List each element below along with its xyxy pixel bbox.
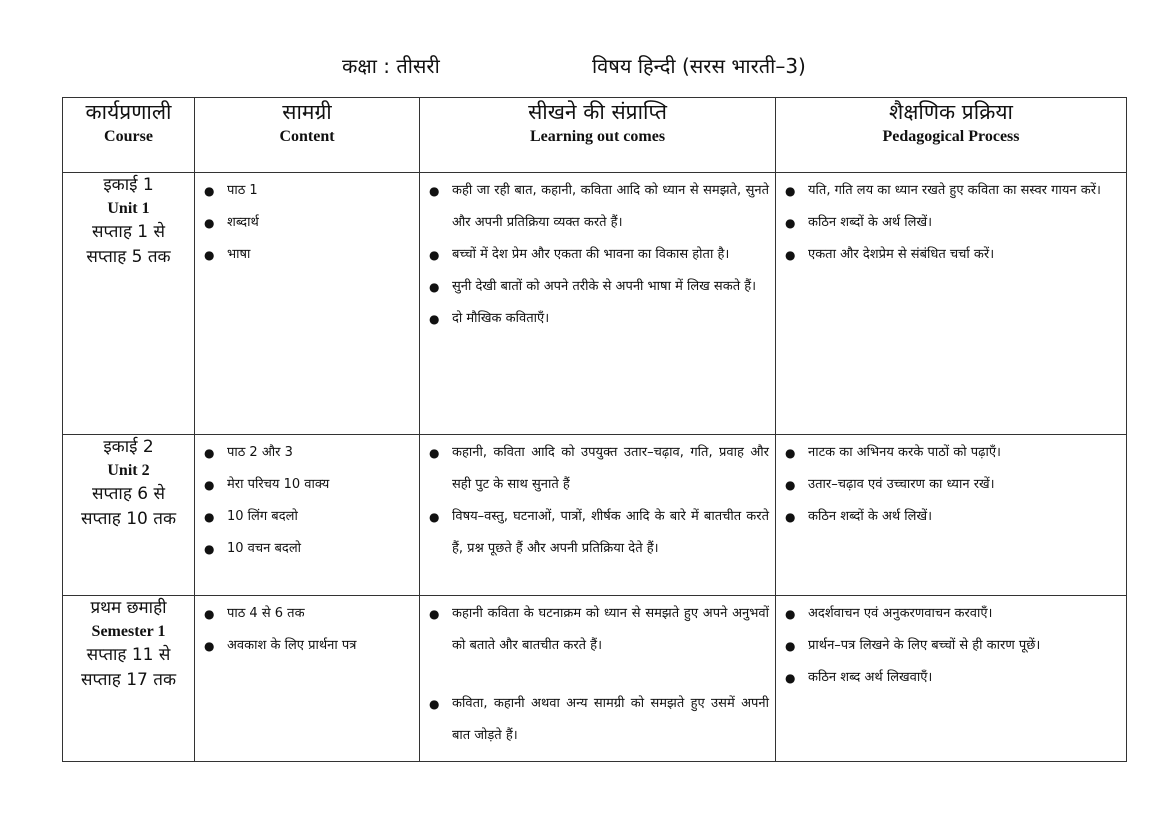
semester-label-en: Semester 1 <box>91 623 166 640</box>
syllabus-table <box>62 97 1127 762</box>
list-item: ● यति, गति लय का ध्यान रखते हुए कविता का सस्वर गायन करें। <box>776 175 1120 207</box>
bullet-icon: ● <box>429 446 440 460</box>
table-row <box>63 435 1127 596</box>
bullet-icon: ● <box>204 542 215 556</box>
header-course <box>63 98 195 173</box>
bullet-icon: ● <box>204 639 215 653</box>
header-content-hi: सामग्री <box>282 100 332 124</box>
list-item: ● पाठ 2 और 3 <box>195 437 413 469</box>
bullet-icon: ● <box>204 446 215 460</box>
list-item: ● कविता, कहानी अथवा अन्य सामग्री को समझते हुए उसमें अपनी बात जोड़ते हैं। <box>420 688 769 752</box>
list-item: ● नाटक का अभिनय करके पाठों को पढ़ाएँ। <box>776 437 1120 469</box>
outcomes-cell <box>420 596 776 762</box>
process-cell <box>776 173 1127 435</box>
semester-label: प्रथम छमाही <box>90 598 167 618</box>
bullet-icon: ● <box>204 248 215 262</box>
list-item: ● कठिन शब्द अर्थ लिखवाएँ। <box>776 662 1120 694</box>
bullet-icon: ● <box>429 510 440 524</box>
bullet-icon: ● <box>204 510 215 524</box>
header-course-en: Course <box>104 128 153 145</box>
week-range-start: सप्ताह 6 से <box>92 484 165 504</box>
list-item: ● कहानी, कविता आदि को उपयुक्त उतार–चढ़ाव, गति, प्रवाह और सही पुट के साथ सुनाते हैं <box>420 437 769 501</box>
week-range-start: सप्ताह 11 से <box>86 645 171 665</box>
list-item: ● कठिन शब्दों के अर्थ लिखें। <box>776 501 1120 533</box>
list-item: ● भाषा <box>195 239 413 271</box>
unit-label-en: Unit 1 <box>107 200 150 217</box>
bullet-icon: ● <box>204 607 215 621</box>
list-item: ● सुनी देखी बातों को अपने तरीके से अपनी भाषा में लिख सकते हैं। <box>420 271 769 303</box>
list-item: ● पाठ 4 से 6 तक <box>195 598 413 630</box>
list-item: ● कहानी कविता के घटनाक्रम को ध्यान से समझते हुए अपने अनुभवों को बताते और बातचीत करते हैं। <box>420 598 769 662</box>
list-item: ● बच्चों में देश प्रेम और एकता की भावना का विकास होता है। <box>420 239 769 271</box>
bullet-icon: ● <box>785 478 796 492</box>
bullet-icon: ● <box>429 184 440 198</box>
header-outcomes-hi: सीखने की संप्राप्ति <box>528 100 667 124</box>
page-title <box>0 50 1169 82</box>
bullet-icon: ● <box>785 607 796 621</box>
list-item: ● अदर्शवाचन एवं अनुकरणवाचन करवाएँ। <box>776 598 1120 630</box>
week-range-end: सप्ताह 10 तक <box>80 509 177 529</box>
bullet-icon: ● <box>204 184 215 198</box>
bullet-icon: ● <box>429 607 440 621</box>
list-item: ● पाठ 1 <box>195 175 413 207</box>
bullet-icon: ● <box>429 248 440 262</box>
bullet-icon: ● <box>429 280 440 294</box>
header-process-hi: शैक्षणिक प्रक्रिया <box>889 100 1013 124</box>
bullet-icon: ● <box>429 312 440 326</box>
list-item: ● कही जा रही बात, कहानी, कविता आदि को ध्यान से समझते, सुनते और अपनी प्रतिक्रिया व्यक्त करते हैं। <box>420 175 769 239</box>
table-row <box>63 173 1127 435</box>
process-cell <box>776 435 1127 596</box>
bullet-icon: ● <box>785 216 796 230</box>
week-range-start: सप्ताह 1 से <box>92 222 165 242</box>
bullet-icon: ● <box>785 639 796 653</box>
course-cell <box>63 173 195 435</box>
content-cell <box>195 173 420 435</box>
bullet-icon: ● <box>785 510 796 524</box>
list-item: ● मेरा परिचय 10 वाक्य <box>195 469 413 501</box>
list-item: ● शब्दार्थ <box>195 207 413 239</box>
header-process-en: Pedagogical Process <box>882 128 1020 145</box>
header-content <box>195 98 420 173</box>
list-item: ● एकता और देशप्रेम से संबंधित चर्चा करें। <box>776 239 1120 271</box>
week-range-end: सप्ताह 17 तक <box>80 670 177 690</box>
list-item: ● 10 लिंग बदलो <box>195 501 413 533</box>
list-item: ● अवकाश के लिए प्रार्थना पत्र <box>195 630 413 662</box>
process-cell <box>776 596 1127 762</box>
header-outcomes-en: Learning out comes <box>529 128 666 145</box>
unit-label: इकाई 2 <box>103 437 154 457</box>
unit-label-en: Unit 2 <box>107 462 150 479</box>
class-title: कक्षा : तीसरी <box>342 54 440 78</box>
bullet-icon: ● <box>204 478 215 492</box>
list-item: ● 10 वचन बदलो <box>195 533 413 565</box>
bullet-icon: ● <box>785 248 796 262</box>
content-cell <box>195 596 420 762</box>
bullet-icon: ● <box>785 671 796 685</box>
header-process <box>776 98 1127 173</box>
table-row <box>63 596 1127 762</box>
course-cell <box>63 435 195 596</box>
list-item: ● उतार–चढ़ाव एवं उच्चारण का ध्यान रखें। <box>776 469 1120 501</box>
bullet-icon: ● <box>785 184 796 198</box>
outcomes-cell <box>420 173 776 435</box>
unit-label: इकाई 1 <box>103 175 154 195</box>
list-item: ● विषय–वस्तु, घटनाओं, पात्रों, शीर्षक आदि के बारे में बातचीत करते हैं, प्रश्न पूछते हैं और अपनी प्रतिक्रिया देते हैं। <box>420 501 769 565</box>
header-course-hi: कार्यप्रणाली <box>85 100 172 124</box>
subject-title: विषय हिन्दी (सरस भारती–3) <box>592 54 806 78</box>
header-outcomes <box>420 98 776 173</box>
week-range-end: सप्ताह 5 तक <box>86 247 171 267</box>
table-header-row <box>63 98 1127 173</box>
course-cell <box>63 596 195 762</box>
bullet-icon: ● <box>785 446 796 460</box>
bullet-icon: ● <box>429 697 440 711</box>
header-content-en: Content <box>279 128 335 145</box>
bullet-icon: ● <box>204 216 215 230</box>
outcomes-cell <box>420 435 776 596</box>
list-item: ● कठिन शब्दों के अर्थ लिखें। <box>776 207 1120 239</box>
list-item: ● प्रार्थन–पत्र लिखने के लिए बच्चों से ही कारण पूछें। <box>776 630 1120 662</box>
content-cell <box>195 435 420 596</box>
list-item: ● दो मौखिक कविताएँ। <box>420 303 769 335</box>
